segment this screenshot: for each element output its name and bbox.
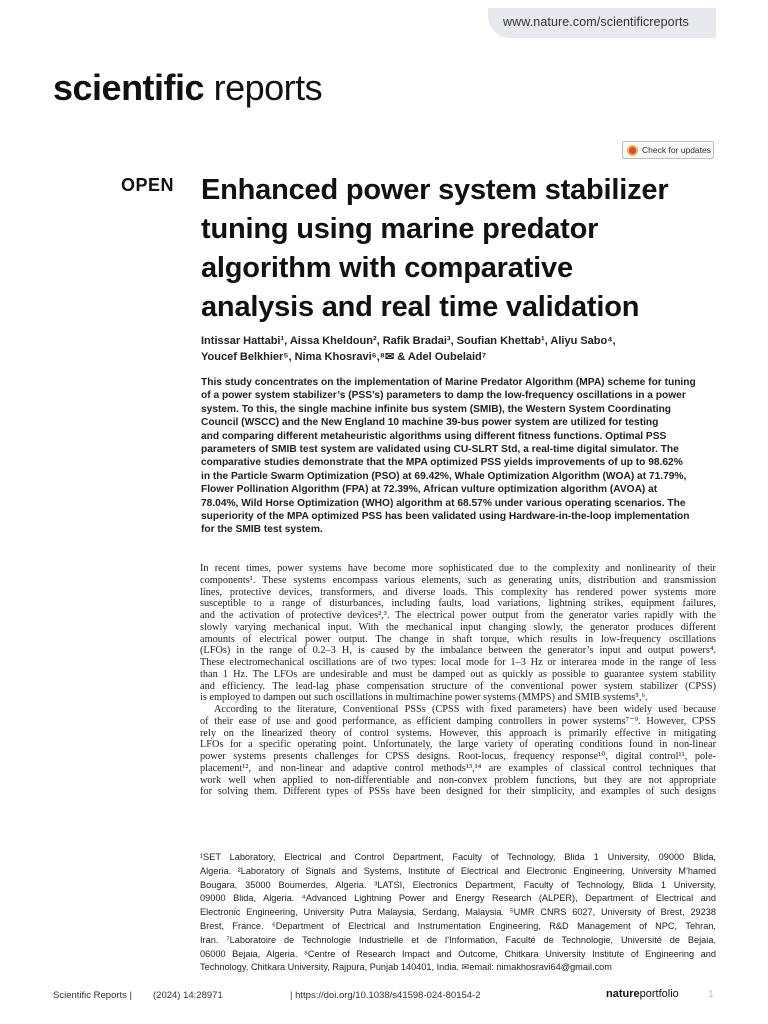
body-line: In recent times, power systems have become more sophisticated due to the complexity and nonlinearity of their [200,563,716,574]
body-line: LFOs for a specific operating point. Unfortunately, the large variety of operating conditions found in non-linear [200,739,716,751]
body-line: (LFOs) in the range of 0.2–3 H, is caused by the imbalance between the generator’s input and output powers⁴. [200,645,716,657]
abstract-line: of a power system stabilizer’s (PSS’s) parameters to damp the low-frequency oscillations in a power [201,390,686,402]
abstract-line: for the SMIB test system. [201,524,323,536]
page-number: 1 [708,989,714,1000]
journal-logo-bold: scientific [53,67,205,108]
article-title [201,171,721,327]
crossmark-icon [627,145,638,156]
body-line: rely on the linearized theory of control systems. However, this approach is primarily effective in mitigating [200,727,716,739]
affiliations [200,851,716,975]
nature-portfolio-logo [606,988,679,1000]
body-line: placement¹², and non-linear and adaptive control methods¹³,¹⁴ are examples of classical control techniques that [200,762,716,774]
author-line: Intissar Hattabi¹, Aissa Kheldoun², Rafik Bradai³, Soufian Khettab¹, Aliyu Sabo⁴, [201,335,616,347]
body-line: than 1 Hz. The LFOs are undesirable and must be damped out as quickly as possible to guarantee system stability [200,668,716,680]
brand-bold: nature [606,988,640,1000]
author-line: Youcef Belkhier⁵, Nima Khosravi⁶,⁸✉ & Adel Oubelaid⁷ [201,351,487,363]
abstract-line: Flower Pollination Algorithm (FPA) at 72.39%, African vulture optimization algorithm (AVOA) at [201,484,658,496]
footer-doi-link[interactable]: | https://doi.org/10.1038/s41598-024-80154-2 [290,990,481,1001]
footer-journal: Scientific Reports | [53,990,133,1001]
abstract-line: Council (WSCC) and the New England 10 machine 39-bus power system are utilized for testing [201,417,659,429]
page-footer [53,990,481,1001]
abstract-line: and comparing different metaheuristic algorithms using different fitness functions. Optimal PSS [201,430,667,442]
affiliation-line: 09000 Blida, Algeria. ⁴Advanced Lightning Power and Energy Research (ALPER), Department of Electrical and [200,893,716,904]
title-line: algorithm with comparative [201,252,573,284]
abstract [201,376,721,537]
body-line: amounts of electrical power output. The change in shaft torque, which results in low-frequency oscillations [200,633,716,645]
journal-logo-light: reports [213,67,323,108]
affiliation-line: Bougara, 35000 Boumerdes, Algeria. ³LATSI, Electronics Department, Faculty of Technology, Blida 1 University, [200,879,716,890]
body-line: and efficiency. The lead-lag phase compensation structure of the conventional power system stabilizer (CPSS) [200,680,716,692]
body-line: susceptible to a range of disturbances, including faults, load variations, lightning strikes, equipment failures, [200,598,716,610]
body-line: slowly varying mechanical input. With the mechanical input changing slowly, the generator produces different [200,621,716,633]
journal-logo [53,66,322,110]
abstract-line: superiority of the MPA optimized PSS has been validated using Hardware-in-the-loop implementation [201,511,690,523]
body-line: These electromechanical oscillations are of two types: local mode for 1–3 Hz or interarea mode in the range of less [200,657,716,668]
affiliation-line: Technology, Chitkara University, Rajpura, Punjab 140401, India. ✉email: nimakhosravi64@gmail.com [200,962,612,973]
check-for-updates-label: Check for updates [642,145,711,155]
check-for-updates-button[interactable] [622,141,714,159]
affiliation-line: Electronic Engineering, University Putra Malaysia, Serdang, Malaysia. ⁵UMR CNRS 6027, University of Brest, 29238 [200,907,716,918]
body-line: of their ease of use and good performance, as efficient damping controllers in power systems⁷⁻⁹. However, CPSS [200,715,716,727]
abstract-line: in the Particle Swarm Optimization (PSO) at 69.42%, Whale Optimization Algorithm (WOA) at 71.79%, [201,470,687,482]
brand-light: portfolio [639,988,679,1000]
body-text [200,563,716,798]
body-line: and the activation of protective devices²,³. The electrical power output from the generator varies rapidly with the [200,610,716,621]
title-line: tuning using marine predator [201,213,599,245]
title-line: Enhanced power system stabilizer [201,174,669,206]
affiliation-line: Iran. ⁷Laboratoire de Technologie Industrielle et de l’Information, Faculté de Technologie, Université de Bejaia, [200,934,716,945]
author-list [201,333,721,365]
footer-year-issue: (2024) 14:28971 [153,990,223,1001]
body-line: is employed to dampen out such oscillations in multimachine power systems (MMPS) and SMIB systems⁵,⁶. [200,692,648,704]
affiliation-line: 06000 Bejaia, Algeria. ⁸Centre of Research Impact and Outcome, Chitkara University Institute of Engineering and [200,948,716,959]
abstract-line: parameters of SMIB test system are validated using CU-SLRT Std, a real-time digital simulator. The [201,444,679,456]
body-line: lines, protective devices, transformers, and diverse loads. This complexity has rendered power systems more [200,586,716,598]
body-line: components¹. These systems encompass various elements, such as generating units, distribution and transmission [200,574,716,586]
body-line: for solving them. Different types of PSSs have been designed for their simplicity, and examples of such designs [200,786,716,798]
abstract-line: 78.04%, Wild Horse Optimization (WHO) algorithm at 68.57% under various operating scenarios. The [201,497,686,509]
body-line: power systems presents challenges for CPSS designs. Root-locus, frequency response¹⁰, digital control¹¹, pole- [200,751,716,762]
title-line: analysis and real time validation [201,291,640,323]
body-line: According to the literature, Conventional PSSs (CPSS with fixed parameters) have been widely used because [214,704,716,715]
affiliation-line: Algeria. ²Laboratory of Signals and Systems, Institute of Electrical and Electronic Engineering, University M’hamed [200,865,716,876]
abstract-line: system. To this, the single machine infinite bus system (SMIB), the Western System Coordinating [201,403,672,415]
body-line: work well when applied to non-differentiable and non-convex problem functions, but they are not appropriate [200,774,716,786]
journal-url[interactable]: www.nature.com/scientificreports [503,15,689,29]
open-access-label: OPEN [121,175,175,195]
abstract-line: comparative studies demonstrate that the MPA optimized PSS yields improvements of up to 98.62% [201,457,683,469]
abstract-line: This study concentrates on the implementation of Marine Predator Algorithm (MPA) scheme for tuning [201,377,696,388]
affiliation-line: ¹SET Laboratory, Electrical and Control Department, Faculty of Technology, Blida 1 University, 09000 Blida, [200,852,716,862]
affiliation-line: Brest, France. ⁶Department of Electrical and Instrumentation Engineering, R&D Management of NPC, Tehran, [200,920,716,931]
